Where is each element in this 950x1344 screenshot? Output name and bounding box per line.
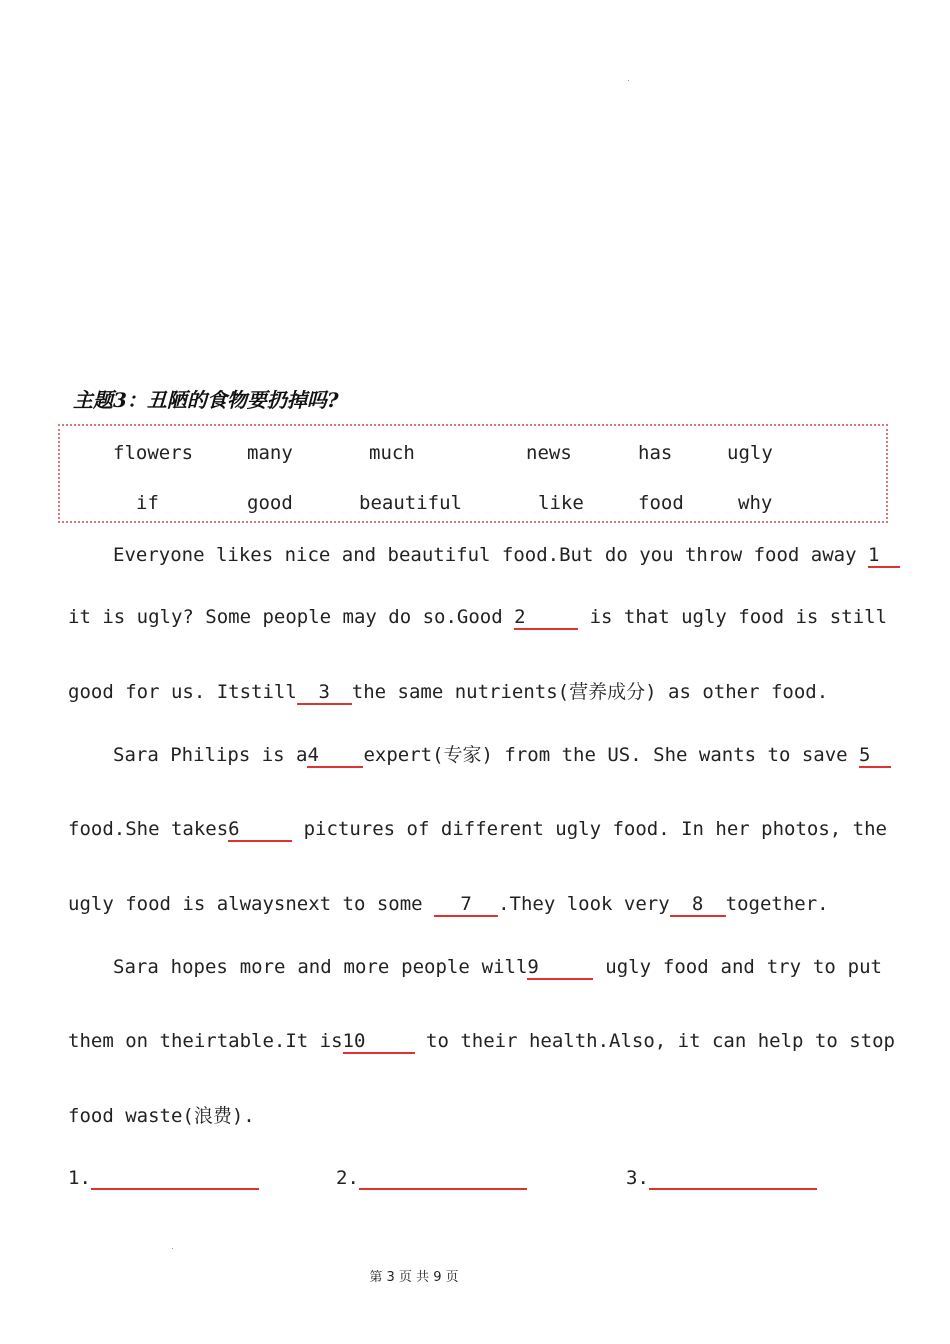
word-bank-item: good: [247, 492, 293, 514]
answer-blank[interactable]: [649, 1168, 817, 1190]
blank-6: 6: [228, 818, 292, 842]
blank-3: 3: [297, 681, 352, 705]
word-bank-item: like: [538, 492, 584, 514]
word-bank-item: if: [136, 492, 159, 514]
word-bank-item: beautiful: [359, 492, 462, 514]
answer-line-2: 2.: [336, 1166, 527, 1190]
blank-10: 10: [343, 1030, 415, 1054]
section-title: 主题3：丑陋的食物要扔掉吗?: [73, 388, 339, 412]
stray-dot: [628, 80, 629, 81]
blank-2: 2: [514, 606, 578, 630]
passage-line: them on theirtable.It is10 to their health.Also, it can help to stop: [68, 1030, 895, 1052]
passage-line: food waste(浪费).: [68, 1105, 255, 1127]
passage-line: ugly food is alwaysnext to some 7 .They look very 8 together.: [68, 893, 829, 915]
answer-line-1: 1.: [68, 1166, 259, 1190]
answer-blank[interactable]: [359, 1168, 527, 1190]
blank-5: 5: [859, 744, 891, 768]
word-bank-item: why: [738, 492, 773, 514]
passage-line: Sara Philips is a4 expert(专家) from the US. She wants to save 5: [113, 743, 882, 768]
word-bank-item: much: [369, 442, 415, 464]
passage-line: Everyone likes nice and beautiful food.But do you throw food away 1: [113, 543, 882, 568]
word-bank-item: has: [638, 442, 673, 464]
word-bank: [58, 424, 888, 523]
blank-1: 1: [868, 544, 900, 568]
page-footer: 第 3 页 共 9 页: [369, 1270, 459, 1285]
word-bank-item: news: [526, 442, 572, 464]
answer-blank[interactable]: [91, 1168, 259, 1190]
blank-4: 4: [307, 744, 363, 768]
word-bank-item: food: [638, 492, 684, 514]
stray-dot: [172, 1248, 173, 1249]
blank-7: 7: [434, 893, 498, 917]
answer-line-3: 3.: [626, 1166, 817, 1190]
word-bank-item: ugly: [727, 442, 773, 464]
blank-8: 8: [670, 893, 726, 917]
passage-line: food.She takes6 pictures of different ugly food. In her photos, the: [68, 818, 887, 840]
word-bank-item: many: [247, 442, 293, 464]
passage-line: good for us. Itstill 3 the same nutrients(营养成分) as other food.: [68, 681, 829, 703]
passage-line: it is ugly? Some people may do so.Good 2 is that ugly food is still: [68, 606, 888, 628]
passage-line: Sara hopes more and more people will9 ugly food and try to put: [113, 956, 882, 978]
word-bank-item: flowers: [113, 442, 194, 464]
blank-9: 9: [527, 956, 593, 980]
